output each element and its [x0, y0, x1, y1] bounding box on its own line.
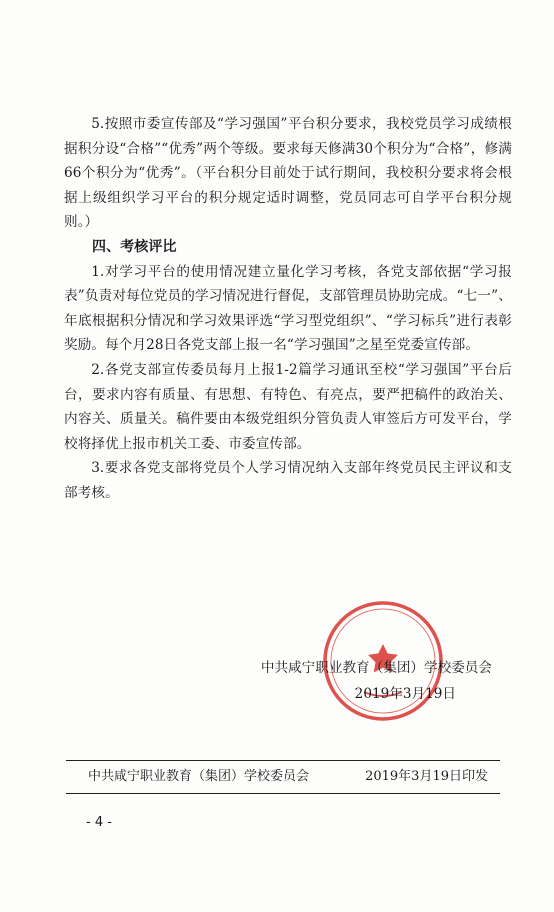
footer-divider-bottom — [66, 793, 500, 794]
paragraph-item-5: 5.按照市委宣传部及“学习强国”平台积分要求，我校党员学习成绩根据积分设“合格”“优秀”两个等级。要求每天修满30个积分为“合格”，修满66个积分为“优秀”。（平台积分目前处于试行期间，我校积分要求将会根据上级组织学习平台的积分规定适时调整，党员同志可自学平台积分规则。） — [64, 116, 512, 231]
footer-divider-top — [66, 760, 500, 761]
paragraph-assessment-2: 2.各党支部宣传委员每月上报1-2篇学习通讯至校“学习强国”平台后台，要求内容有质量、有思想、有特色、有亮点，要严把稿件的政治关、内容关、质量关。稿件要由本级党组织分管负责人审签后方可发平台，学校将择优上报市机关工委、市委宣传部。 — [64, 361, 512, 452]
signature-date: 2019年3月19日 — [354, 686, 456, 702]
section-heading-assessment: 四、考核评比 — [92, 238, 177, 255]
signature-block — [261, 655, 492, 707]
footer-issuer: 中共咸宁职业教育（集团）学校委员会 — [88, 769, 310, 784]
document-body — [64, 112, 512, 506]
page-number: - 4 - — [86, 815, 112, 830]
paragraph-assessment-3: 3.要求各党支部将党员个人学习情况纳入支部年终党员民主评议和支部考核。 — [64, 460, 512, 501]
paragraph-assessment-1: 1.对学习平台的使用情况建立量化学习考核，各党支部依据“学习报表”负责对每位党员的学习情况进行督促，支部管理员协助完成。“七一”、年底根据积分情况和学习效果评选“学习型党组织”、“学习标兵”进行表彰奖励。每个月28日各党支部上报一名“学习强国”之星至党委宣传部。 — [64, 263, 512, 354]
footer-issue-date: 2019年3月19日印发 — [365, 769, 488, 784]
signature-organization: 中共咸宁职业教育（集团）学校委员会 — [260, 660, 492, 676]
